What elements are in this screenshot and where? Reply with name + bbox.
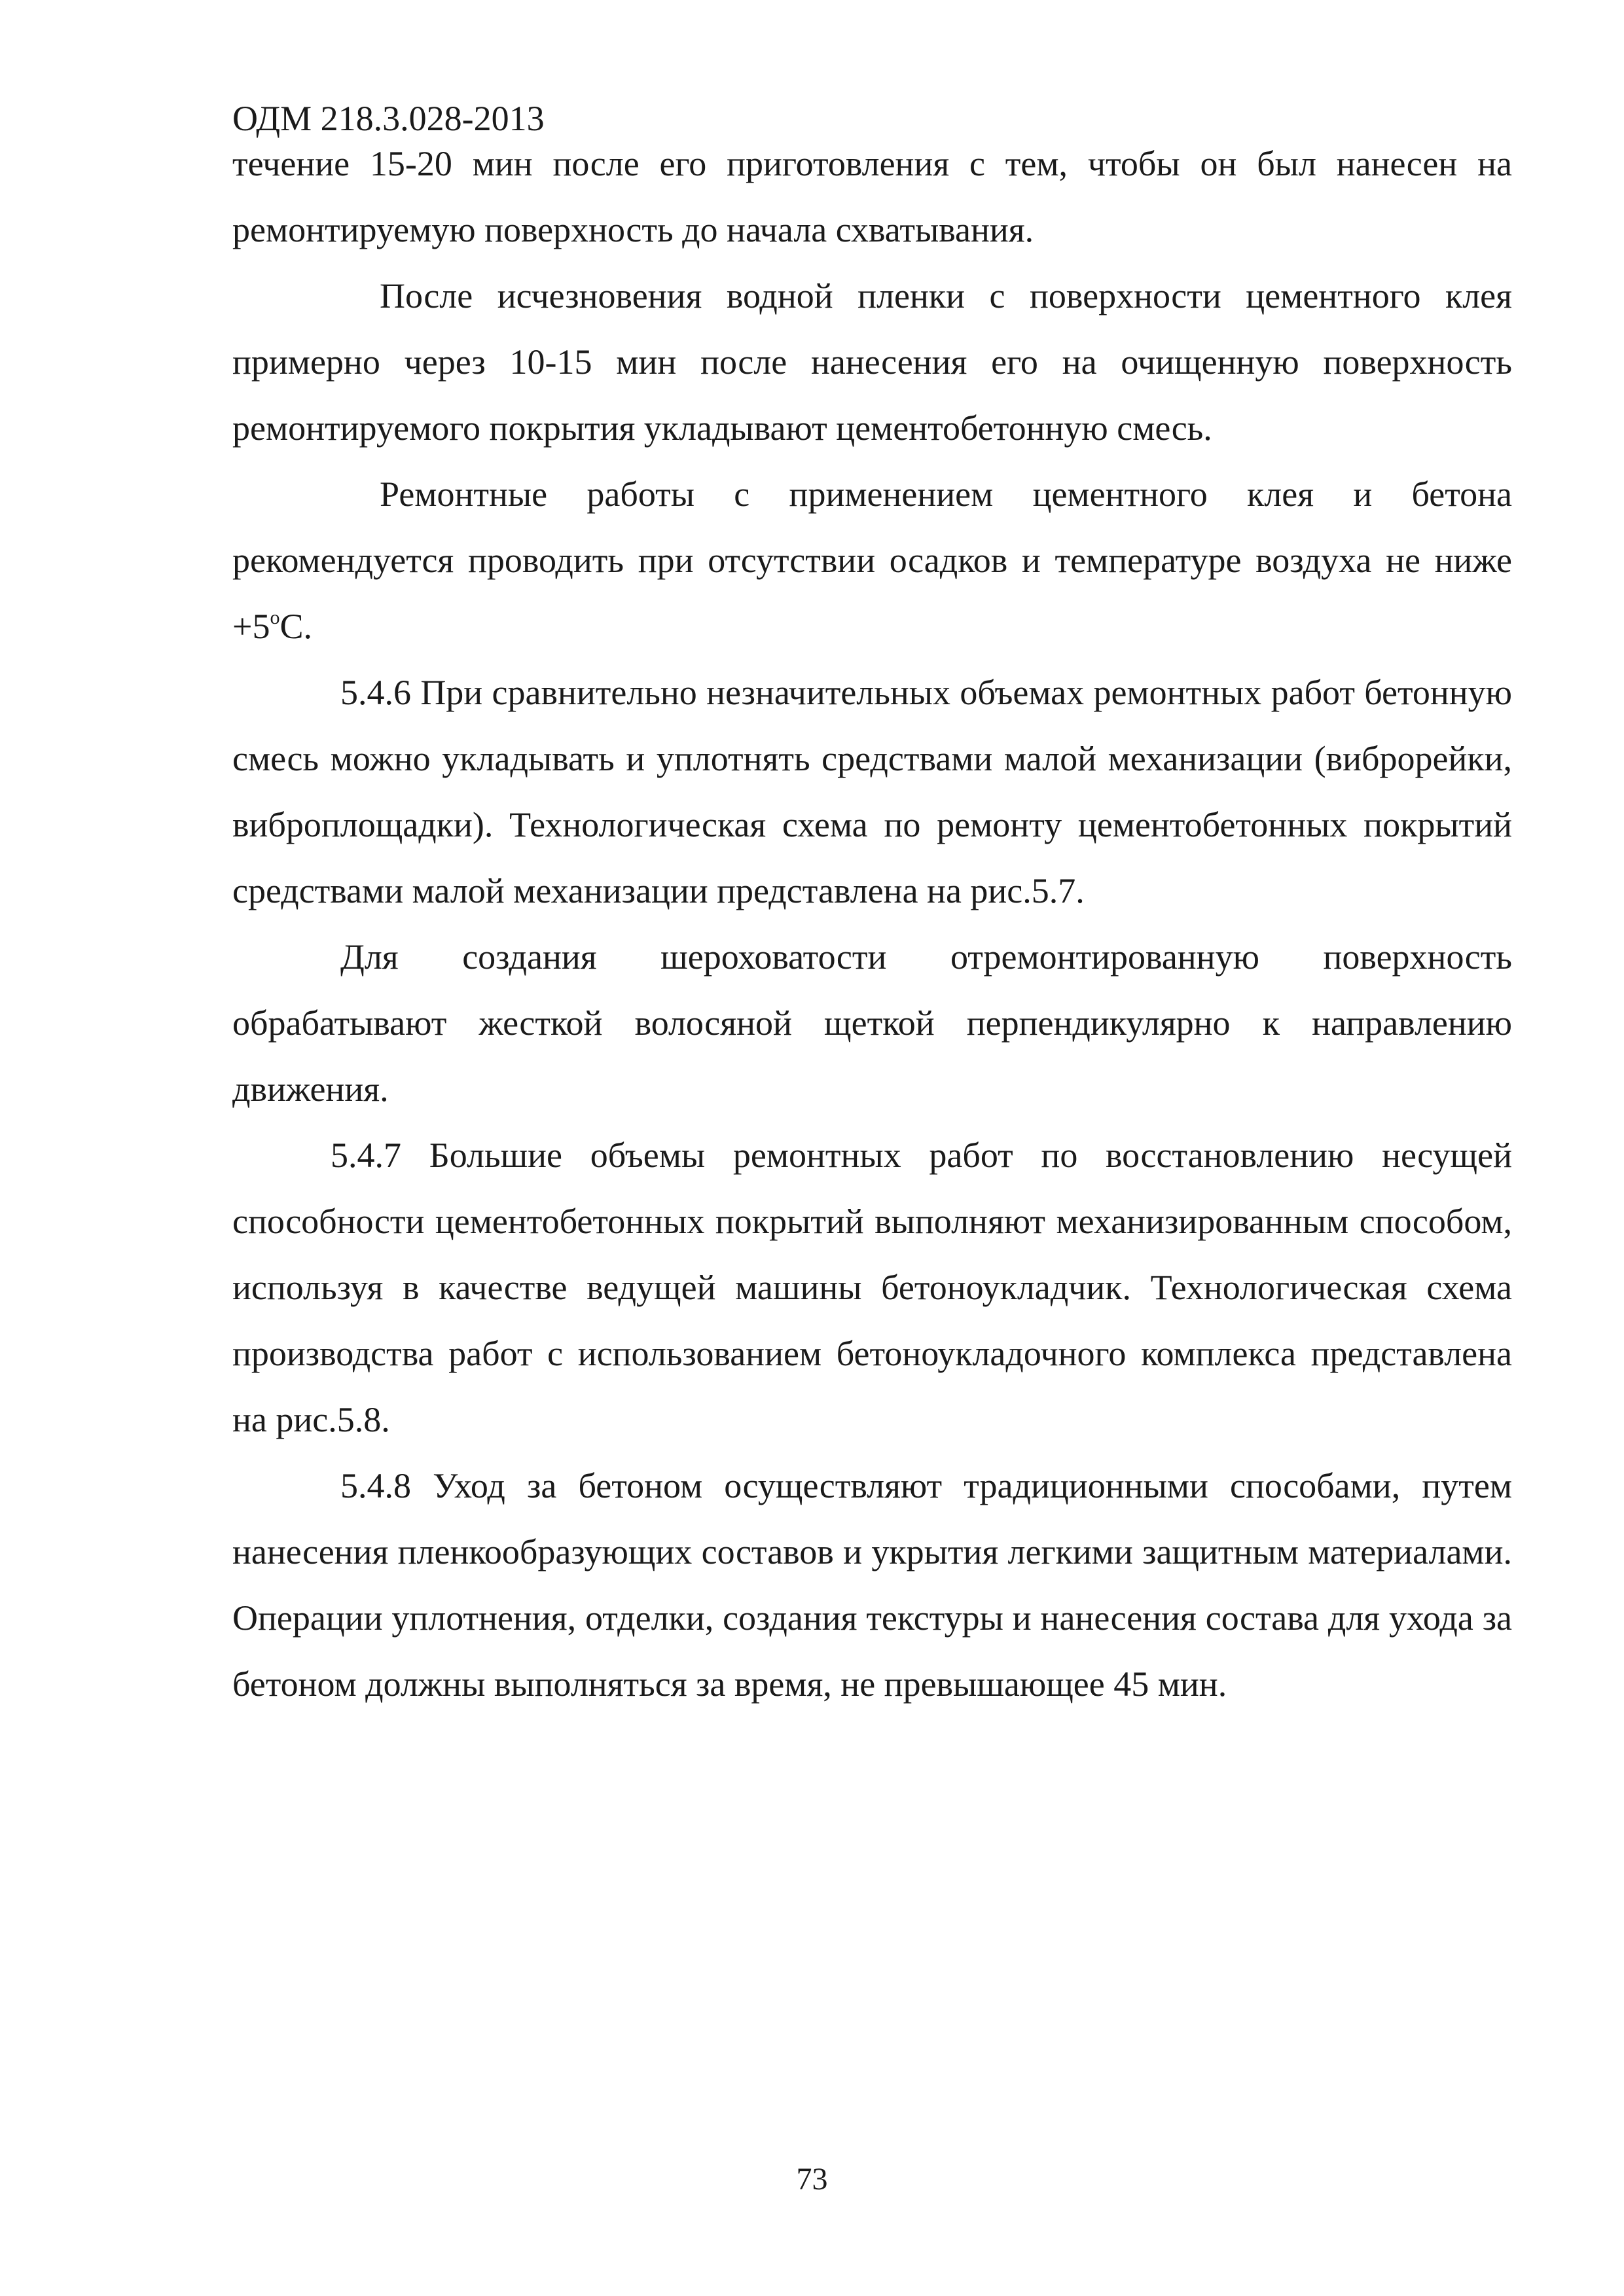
- paragraph-roughness: Для создания шероховатости отремонтированную поверхность обрабатывают жесткой волосяной щеткой перпендикулярно к направлению движения.: [232, 937, 1512, 1109]
- document-code-header: ОДМ 218.3.028-2013: [232, 99, 545, 138]
- paragraph-section-5-4-7: 5.4.7 Большие объемы ремонтных работ по восстановлению несущей способности цементобетонных покрытий выполняют механизированным способом, используя в качестве ведущей машины бетоноукладчик. Технологическая схема производства работ с использованием бетоноукладочного комплекса представлена на рис.5.8.: [232, 1136, 1512, 1439]
- paragraph-section-5-4-8: 5.4.8 Уход за бетоном осуществляют традиционными способами, путем нанесения пленкообразующих составов и укрытия легкими защитным материалами. Операции уплотнения, отделки, создания текстуры и нанесения состава для ухода за бетоном должны выполняться за время, не превышающее 45 мин.: [232, 1466, 1512, 1704]
- paragraph-repair-conditions: [232, 461, 1512, 660]
- page-number: 73: [796, 2162, 828, 2197]
- paragraph-continuation: течение 15-20 мин после его приготовления с тем, чтобы он был нанесен на ремонтируемую поверхность до начала схватывания.: [232, 144, 1512, 249]
- body-text: [232, 131, 1512, 1717]
- paragraph-section-5-4-6: 5.4.6 При сравнительно незначительных объемах ремонтных работ бетонную смесь можно укладывать и уплотнять средствами малой механизации (виброрейки, виброплощадки). Технологическая схема по ремонту цементобетонных покрытий средствами малой механизации представлена на рис.5.7.: [232, 673, 1512, 910]
- degree-sign: о: [270, 607, 280, 628]
- repair-conditions-text: Ремонтные работы с применением цементного клея и бетона рекомендуется проводить при отсутствии осадков и температуре воздуха не ниже +5: [232, 475, 1512, 646]
- repair-conditions-unit: С.: [280, 607, 312, 646]
- paragraph-film-disappearance: После исчезновения водной пленки с поверхности цементного клея примерно через 10-15 мин после нанесения его на очищенную поверхность ремонтируемого покрытия укладывают цементобетонную смесь.: [232, 276, 1512, 448]
